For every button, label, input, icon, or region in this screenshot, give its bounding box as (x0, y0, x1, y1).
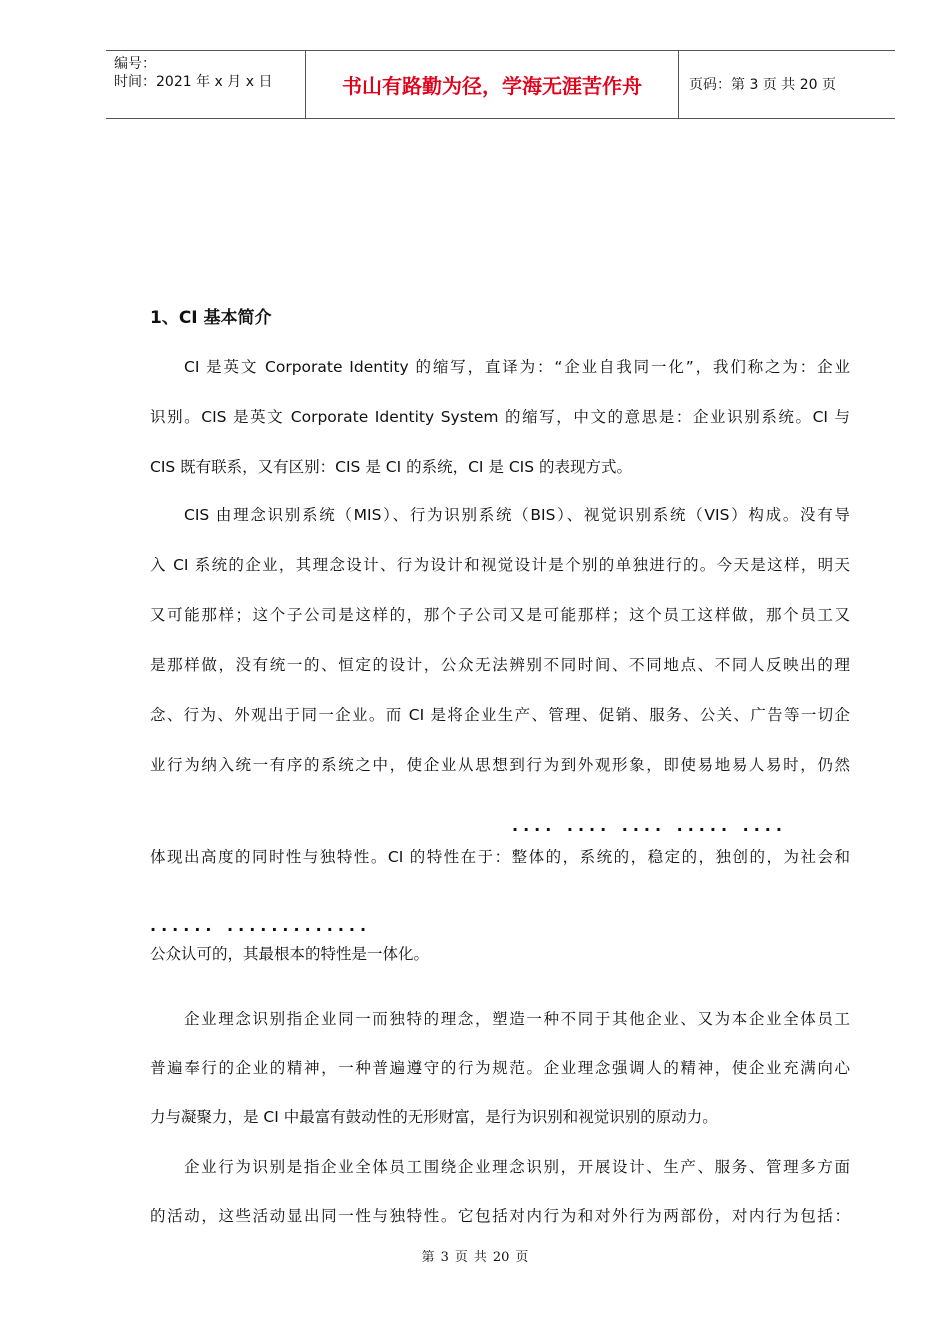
footer-word: 共 (473, 1250, 487, 1265)
paragraph-line: 公众认可的，其最根本的特性是一体化。 (150, 945, 430, 963)
motto: 书山有路勤为径，学海无涯苦作舟 (342, 74, 642, 98)
paragraph-line: 普遍奉行的企业的精神，一种普遍遵守的行为规范。企业理念强调人的精神，使企业充满向心 (150, 1059, 850, 1077)
section-title: 1、CI 基本简介 (150, 308, 272, 328)
footer-word: 页 (515, 1250, 529, 1265)
footer-current-page: 3 (440, 1250, 449, 1265)
paragraph-line: 力与凝聚力，是 CI 中最富有鼓动性的无形财富，是行为识别和视觉识别的原动力。 (150, 1108, 718, 1126)
emphasis-dots: ······ ············· (150, 920, 372, 939)
number-label: 编号： (114, 56, 156, 72)
paragraph-line: 企业行为识别是指企业全体员工围绕企业理念识别，开展设计、生产、服务、管理多方面 (184, 1158, 850, 1176)
header-meta-cell (106, 51, 306, 118)
time-line: 时间：2021 年 x 月 x 日 (114, 74, 273, 90)
footer-word: 第 (421, 1250, 435, 1265)
paragraph-line: 是那样做，没有统一的、恒定的设计，公众无法辨别不同时间、不同地点、不同人反映出的理 (150, 656, 850, 674)
paragraph-line: 又可能那样；这个子公司是这样的，那个子公司又是可能那样；这个员工这样做，那个员工又 (150, 606, 850, 624)
paragraph-line: 体现出高度的同时性与独特性。CI 的特性在于：整体的，系统的，稳定的，独创的，为社会和 (150, 848, 850, 866)
page-footer (0, 1246, 950, 1265)
footer-word: 页 (454, 1250, 468, 1265)
paragraph-line: 业行为纳入统一有序的系统之中，使企业从思想到行为到外观形象，即使易地易人易时，仍然 (150, 756, 850, 774)
paragraph-line: 的活动，这些活动显出同一性与独特性。它包括对内行为和对外行为两部份，对内行为包括： (150, 1207, 850, 1225)
header-motto-cell (306, 51, 679, 118)
emphasis-dots: ···· ···· ···· ····· ···· (512, 820, 787, 839)
header-page-cell (679, 51, 895, 118)
paragraph-line: 识别。CIS 是英文 Corporate Identity System 的缩写，中文的意思是：企业识别系统。CI 与 (150, 408, 850, 426)
paragraph-line: CIS 由理念识别系统（MIS）、行为识别系统（BIS）、视觉识别系统（VIS）构成。没有导 (184, 506, 850, 524)
paragraph-line: CI 是英文 Corporate Identity 的缩写，直译为：“企业自我同一化”，我们称之为：企业 (184, 358, 850, 376)
paragraph-line: 企业理念识别指企业同一而独特的理念，塑造一种不同于其他企业、又为本企业全体员工 (184, 1010, 850, 1028)
paragraph-line: CIS 既有联系，又有区别：CIS 是 CI 的系统，CI 是 CIS 的表现方式。 (150, 458, 632, 476)
footer-total-pages: 20 (492, 1250, 510, 1265)
paragraph-line: 入 CI 系统的企业，其理念设计、行为设计和视觉设计是个别的单独进行的。今天是这样，明天 (150, 556, 850, 574)
page-info: 页码：第 3 页 共 20 页 (689, 77, 836, 93)
paragraph-line: 念、行为、外观出于同一企业。而 CI 是将企业生产、管理、促销、服务、公关、广告等一切企 (150, 706, 850, 724)
page-header (106, 50, 895, 119)
